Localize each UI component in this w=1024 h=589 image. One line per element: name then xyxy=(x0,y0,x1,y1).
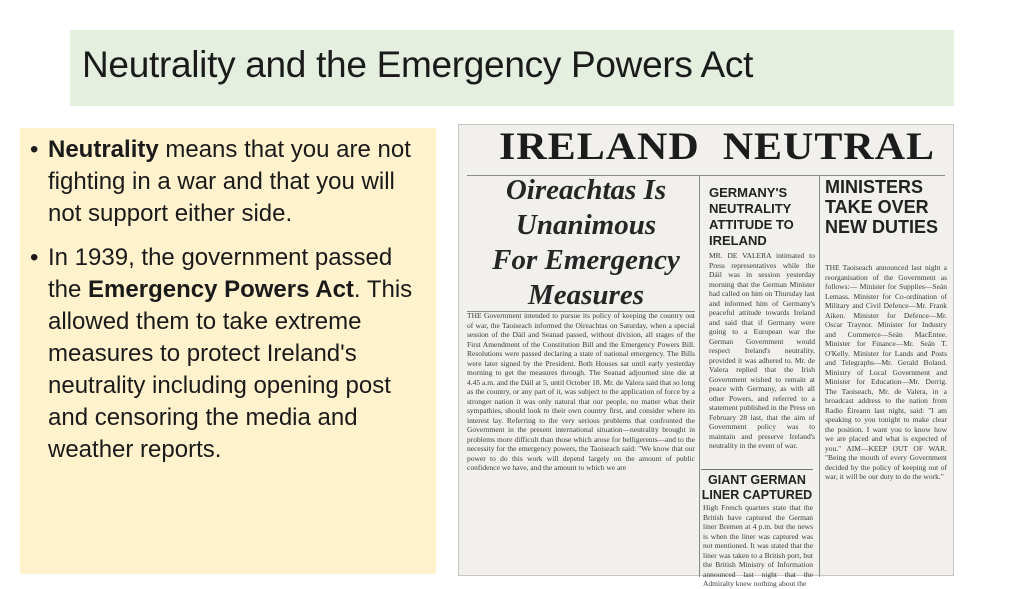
bullet-bold-term: Neutrality xyxy=(48,136,159,163)
giant-liner-body: High French quarters state that the British have captured the German liner Bremen at 4 p.m. but the news is when the liner was captured was not mentioned. It was stated that the liner was taken to a British port, but the British Ministry of Information announced last night that the Admiralty knew nothing about the xyxy=(703,503,813,588)
bullet-bold-term: Emergency Powers Act xyxy=(88,276,354,303)
bullet-item-emergency-powers xyxy=(30,242,426,466)
main-heading-line: Oireachtas Is xyxy=(505,174,667,206)
column-rule xyxy=(819,175,820,577)
right-article-title: MINISTERS TAKE OVER NEW DUTIES xyxy=(825,177,939,237)
main-heading-line: Measures xyxy=(527,279,644,311)
bullet-item-neutrality xyxy=(30,134,426,230)
bullet-text-pre: In 1939, the government passed the xyxy=(48,244,393,303)
newspaper-main-heading xyxy=(481,173,691,313)
column-rule xyxy=(699,175,700,577)
giant-liner-title: GIANT GERMAN LINER CAPTURED xyxy=(701,469,813,503)
bullet-text-post: . This allowed them to take extreme measures to protect Ireland's neutrality including opening post and censoring the media and weather reports. xyxy=(48,276,413,463)
title-bar xyxy=(70,30,954,106)
right-article-body: THE Taoiseach announced last night a reorganisation of the Government as follows:— Minister for Supplies—Seán Lemass. Minister for Co-ordination of Military and Civil Defence—Mr. Frank Aiken. Minister for Defence—Mr. Oscar Traynor. Minister for Industry and Commerce—Seán MacEntee. Minister for Finance—Mr. Seán T. O'Kelly. Minister for Lands and Posts and Telegraphs—Mr. Gerald Boland. Ministry of Local Government and Minister for Education—Mr. Derrig. The Taoiseach, Mr. de Valera, in a broadcast address to the nation from Radio Éireann last night, said: "I am speaking to you tonight to make clear the position. I want you to know how we are placed and what is expected of you." AIM—KEEP OUT OF WAR. "Being the mouth of every Government decided by the policy of keeping out of war, it will be our duty to do the work." xyxy=(825,263,947,481)
newspaper-clipping-image xyxy=(458,124,954,588)
bullet-list xyxy=(30,134,426,466)
text-panel xyxy=(20,128,436,574)
newspaper-headline: IRELAND NEUTRAL xyxy=(499,125,936,169)
main-heading-line: For Emergency xyxy=(492,244,680,276)
side-article-title: GERMANY'S NEUTRALITY ATTITUDE TO IRELAND xyxy=(709,185,794,248)
bullet-icon: • xyxy=(30,244,39,271)
slide-title: Neutrality and the Emergency Powers Act xyxy=(82,44,754,85)
side-article-body: MR. DE VALERA intimated to Press representatives while the Dáil was in session yesterday morning that the German Minister had called on him on Thursday last and informed him of Germany's peaceful attitude towards Ireland and said that if Germany were going to a European war the German Government would respect Ireland's neutrality, provided it was adhered to. Mr. de Valera replied that the Irish Government wished to remain at peace with Germany, as with all other Powers, and referred to a statement published in the Press on February 28 last, that the aim of Government policy was to maintain and preserve Ireland's neutrality in the event of war. xyxy=(709,251,815,450)
bullet-icon: • xyxy=(30,136,39,163)
bullet-text: means that you are not fighting in a war and that you will not support either side. xyxy=(48,136,411,227)
article-body-text: THE Government intended to pursue its policy of keeping the country out of war, the Taoiseach informed the Oireachtas on Saturday, when a special session of the Dáil and Seanad passed, without division, all stages of the First Amendment of the Constitution Bill and the Emergency Powers Bill. Resolutions were passed declaring a state of national emergency. The Bills were later signed by the President. Both Houses sat until early yesterday morning to get the measures through. The Seanad adjourned sine die at 4.45 a.m. and the Dáil at 5, until October 18. Mr. de Valera said that so long as the country, or any part of it, was subject to the application of force by a stronger nation it was only natural that our people, no matter what their sympathies, should look to their own country first, and consider where its interest lay. Referring to the very serious problems that confronted the Government in the present international situation—neutrality brought in problems more difficult than those which arose for belligerents—and to the necessity for the emergency powers, the Taoiseach said: "We know that our power to do this work will depend largely on the amount of public confidence we have, and the amount to which we are xyxy=(467,311,695,472)
main-heading-line: Unanimous xyxy=(515,209,657,241)
